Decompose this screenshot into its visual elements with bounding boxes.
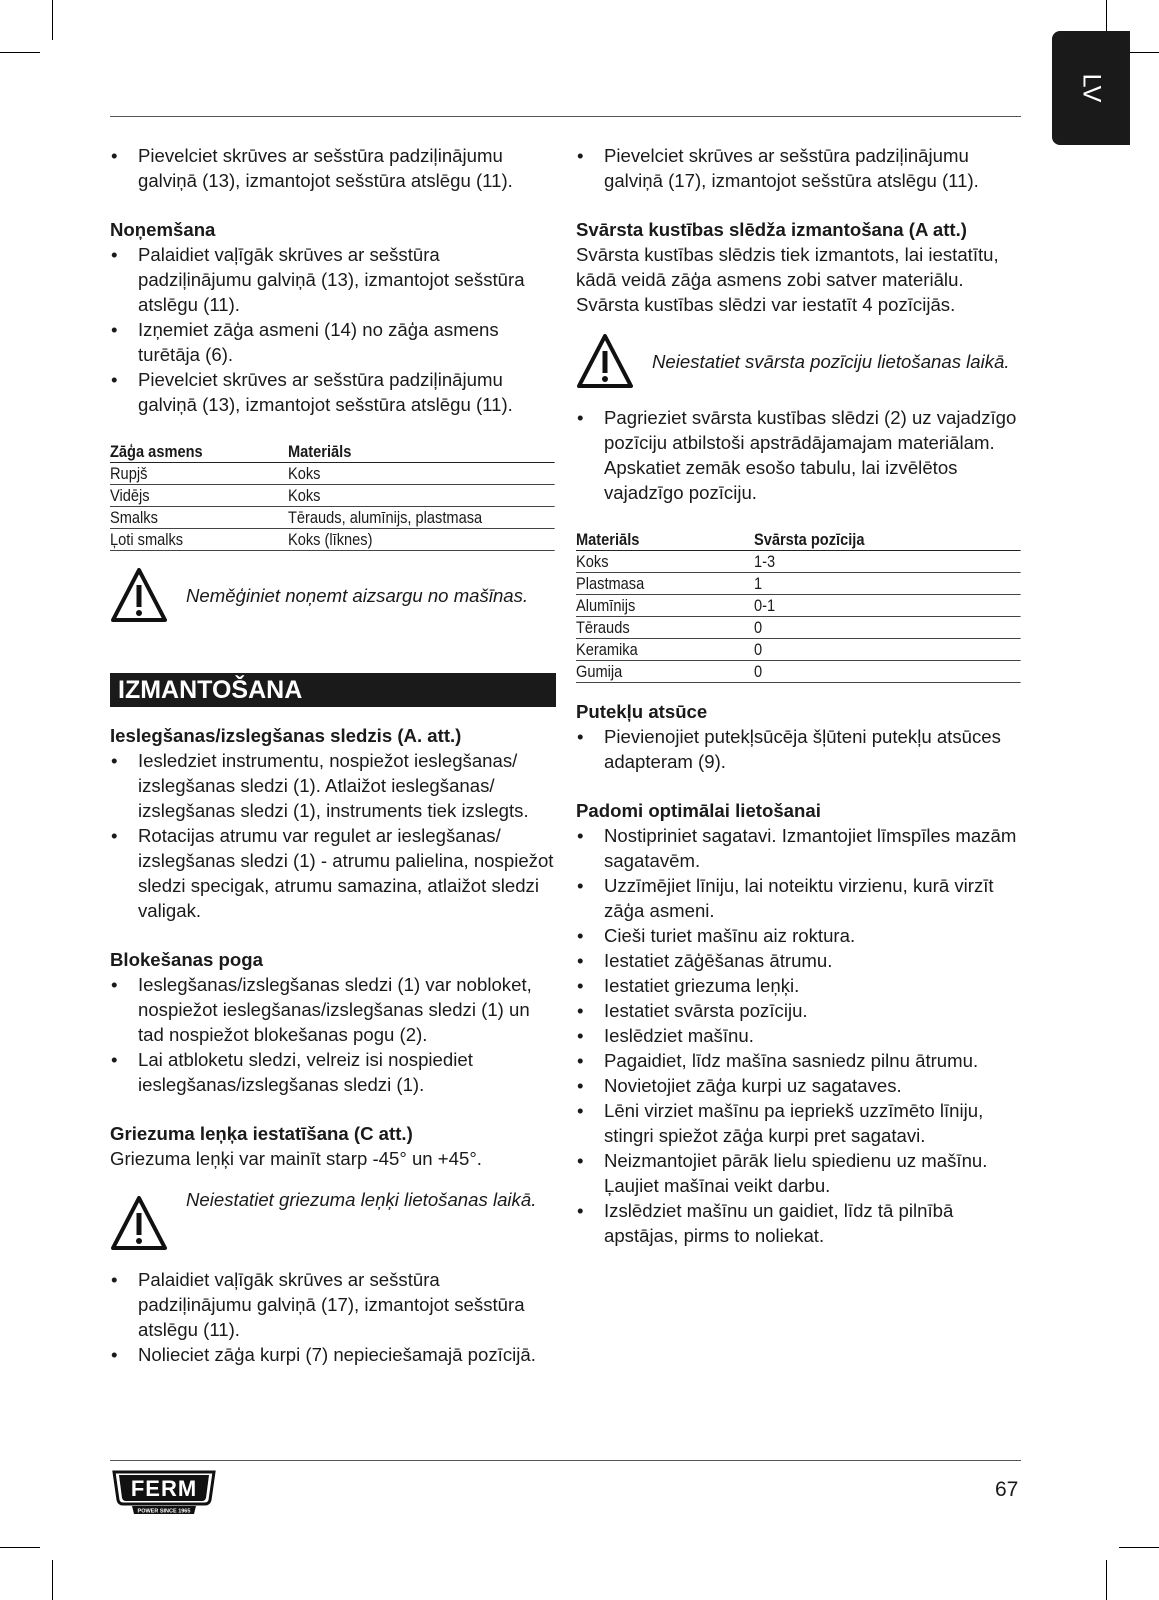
- crop-mark: [0, 1547, 40, 1548]
- table-cell: Ļoti smalks: [110, 529, 288, 551]
- angle-list: [110, 1267, 556, 1367]
- angle-text: Griezuma leņķi var mainīt starp -45° un +45°.: [110, 1148, 482, 1169]
- table-row: [576, 661, 1021, 683]
- section-title: IZMANTOŠANA: [110, 673, 556, 707]
- table-cell: Koks: [288, 485, 555, 507]
- table-header: Zāģa asmens: [110, 441, 288, 463]
- table-cell: 1-3: [754, 551, 1021, 573]
- list-item: • Pievelciet skrūves ar sešstūra padziļinājumu galviņā (17), izmantojot sešstūra atslēgu (11).: [576, 143, 1022, 193]
- list-item: • Pievienojiet putekļsūcēja šļūteni putekļu atsūces adapteram (9).: [576, 724, 1022, 774]
- list-item: • Uzzīmējiet līniju, lai noteiktu virzienu, kurā virzīt zāģa asmeni.: [576, 873, 1022, 923]
- language-code: LV: [1077, 73, 1106, 103]
- list-item: • Cieši turiet mašīnu aiz roktura.: [576, 923, 1022, 948]
- footer-rule: [110, 1460, 1021, 1461]
- warning-guard: [110, 567, 556, 623]
- table-row: [576, 573, 1021, 595]
- warning-text: Neiestatiet svārsta pozīciju lietošanas laikā.: [652, 350, 1010, 372]
- list-item: • Lēni virziet mašīnu pa iepriekš uzzīmēto līniju, stingri spiežot zāģa kurpi pret sagatavi.: [576, 1098, 1022, 1148]
- list-item: • Iestatiet svārsta pozīciju.: [576, 998, 1022, 1023]
- angle-heading: Griezuma leņķa iestatīšana (C att.): [110, 1123, 413, 1144]
- table-row: [110, 463, 555, 485]
- table-row: [110, 485, 555, 507]
- switch-heading: Ieslegšanas/izslegšanas sledzis (A. att.): [110, 725, 462, 746]
- list-item: • Rotacijas atrumu var regulet ar ieslegšanas/ izslegšanas sledzi (1) - atrumu palielina, nospiežot sledzi specigak, atrumu samazina, atlaižot sledzi valigak.: [110, 823, 556, 923]
- lock-heading: Blokešanas poga: [110, 949, 263, 970]
- crop-mark: [1119, 1547, 1159, 1548]
- right-column: [576, 143, 1022, 1248]
- removal-list: [110, 242, 556, 417]
- table-cell: Smalks: [110, 507, 288, 529]
- table-cell: Rupjš: [110, 463, 288, 485]
- table-header: Materiāls: [288, 441, 555, 463]
- table-row: [110, 529, 555, 551]
- list-item: • Nolieciet zāģa kurpi (7) nepieciešamajā pozīcijā.: [110, 1342, 556, 1367]
- table-cell: Alumīnijs: [576, 595, 754, 617]
- crop-mark: [0, 52, 40, 53]
- lock-list: [110, 972, 556, 1097]
- list-item: • Pievelciet skrūves ar sešstūra padziļinājumu galviņā (13), izmantojot sešstūra atslēgu (11).: [110, 143, 556, 193]
- table-cell: Koks (līknes): [288, 529, 555, 551]
- warning-icon: [576, 333, 634, 389]
- removal-heading: Noņemšana: [110, 219, 216, 240]
- list-item: • Nostipriniet sagatavi. Izmantojiet līmspīles mazām sagatavēm.: [576, 823, 1022, 873]
- left-column: [110, 143, 556, 1367]
- warning-angle: [110, 1187, 556, 1251]
- header-rule: [110, 116, 1021, 117]
- list-item: • Izslēdziet mašīnu un gaidiet, līdz tā pilnībā apstājas, pirms to noliekat.: [576, 1198, 1022, 1248]
- list-item: • Palaidiet vaļīgāk skrūves ar sešstūra padziļinājumu galviņā (13), izmantojot sešstūra atslēgu (11).: [110, 242, 556, 317]
- list-item: • Lai atbloketu sledzi, velreiz isi nospiediet ieslegšanas/izslegšanas sledzi (1).: [110, 1047, 556, 1097]
- table-cell: 0: [754, 639, 1021, 661]
- blade-table: [110, 441, 555, 551]
- table-cell: Gumija: [576, 661, 754, 683]
- list-item: • Izņemiet zāģa asmeni (14) no zāģa asmens turētāja (6).: [110, 317, 556, 367]
- warning-text: Neměģiniet noņemt aizsargu no mašīnas.: [186, 584, 529, 606]
- table-cell: 1: [754, 573, 1021, 595]
- page-number: 67: [995, 1478, 1019, 1501]
- svg-text:FERM: FERM: [130, 1476, 198, 1501]
- table-cell: Keramika: [576, 639, 754, 661]
- list-item: • Ieslēdziet mašīnu.: [576, 1023, 1022, 1048]
- list-item: • Iesledziet instrumentu, nospiežot ieslegšanas/ izslegšanas sledzi (1). Atlaižot ieslegšanas/ izslegšanas sledzi (1), instruments tiek izslegts.: [110, 748, 556, 823]
- language-tab: [1052, 31, 1130, 145]
- intro-list: [576, 143, 1022, 193]
- table-cell: Vidējs: [110, 485, 288, 507]
- table-row: [576, 595, 1021, 617]
- tips-heading: Padomi optimālai lietošanai: [576, 800, 821, 821]
- list-item: • Iestatiet zāģēšanas ātrumu.: [576, 948, 1022, 973]
- warning-icon: [110, 567, 168, 623]
- table-cell: 0: [754, 617, 1021, 639]
- warning-icon: [110, 1195, 168, 1251]
- table-row: [576, 617, 1021, 639]
- table-header: Materiāls: [576, 529, 754, 551]
- intro-list: [110, 143, 556, 193]
- table-cell: 0-1: [754, 595, 1021, 617]
- list-item: • Novietojiet zāģa kurpi uz sagataves.: [576, 1073, 1022, 1098]
- pendulum-list: [576, 405, 1022, 505]
- table-header-row: [110, 441, 555, 463]
- list-item: • Pagaidiet, līdz mašīna sasniedz pilnu ātrumu.: [576, 1048, 1022, 1073]
- crop-mark: [1106, 1560, 1107, 1600]
- list-item: • Palaidiet vaļīgāk skrūves ar sešstūra padziļinājumu galviņā (17), izmantojot sešstūra atslēgu (11).: [110, 1267, 556, 1342]
- table-row: [576, 639, 1021, 661]
- warning-pendulum: [576, 333, 1022, 389]
- table-cell: Koks: [576, 551, 754, 573]
- table-cell: Tērauds, alumīnijs, plastmasa: [288, 507, 555, 529]
- pendulum-text: Svārsta kustības slēdzis tiek izmantots, lai iestatītu, kādā veidā zāģa asmens zobi satver materiālu. Svārsta kustības slēdzi var iestatīt 4 pozīcijās.: [576, 244, 999, 315]
- warning-text: Neiestatiet griezuma leņķi lietošanas laikā.: [186, 1189, 537, 1210]
- list-item: • Ieslegšanas/izslegšanas sledzi (1) var nobloket, nospiežot ieslegšanas/izslegšanas sledzi (1) un tad nospiežot blokešanas pogu (2).: [110, 972, 556, 1047]
- crop-mark: [52, 0, 53, 40]
- tips-list: [576, 823, 1022, 1248]
- list-item: • Iestatiet griezuma leņķi.: [576, 973, 1022, 998]
- table-row: [110, 507, 555, 529]
- switch-list: [110, 748, 556, 923]
- ferm-logo: [110, 1470, 218, 1516]
- table-cell: Tērauds: [576, 617, 754, 639]
- list-item: • Neizmantojiet pārāk lielu spiedienu uz mašīnu. Ļaujiet mašīnai veikt darbu.: [576, 1148, 1022, 1198]
- crop-mark: [52, 1560, 53, 1600]
- pendulum-table: [576, 529, 1021, 683]
- table-row: [576, 551, 1021, 573]
- svg-text:POWER SINCE 1965: POWER SINCE 1965: [137, 1508, 191, 1515]
- list-item: • Pagrieziet svārsta kustības slēdzi (2) uz vajadzīgo pozīciju atbilstoši apstrādājamajam materiālam. Apskatiet zemāk esošo tabulu, lai izvēlētos vajadzīgo pozīciju.: [576, 405, 1022, 505]
- table-cell: 0: [754, 661, 1021, 683]
- dust-heading: Putekļu atsūce: [576, 701, 708, 722]
- table-cell: Koks: [288, 463, 555, 485]
- table-header-row: [576, 529, 1021, 551]
- dust-list: [576, 724, 1022, 774]
- table-cell: Plastmasa: [576, 573, 754, 595]
- table-header: Svārsta pozīcija: [754, 529, 1021, 551]
- pendulum-heading: Svārsta kustības slēdža izmantošana (A att.): [576, 219, 967, 240]
- list-item: • Pievelciet skrūves ar sešstūra padziļinājumu galviņā (13), izmantojot sešstūra atslēgu (11).: [110, 367, 556, 417]
